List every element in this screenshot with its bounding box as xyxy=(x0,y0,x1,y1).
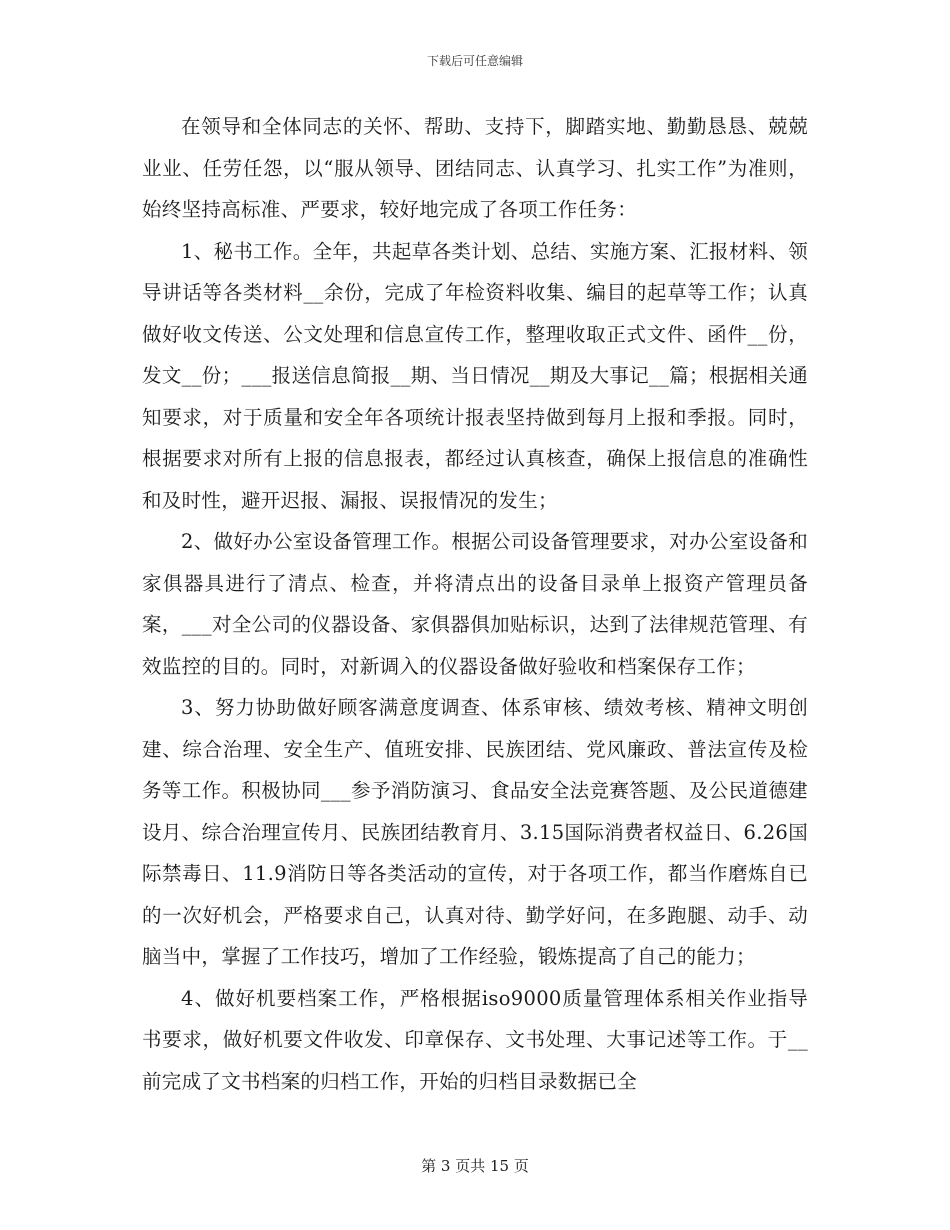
page-number: 第 3 页共 15 页 xyxy=(421,1157,529,1175)
paragraph-equipment-management: 2、做好办公室设备管理工作。根据公司设备管理要求，对办公室设备和家俱器具进行了清点、检查，并将清点出的设备目录单上报资产管理员备案，___对全公司的仪器设备、家俱器俱加贴标识，达到了法律规范管理、有效监控的目的。同时，对新调入的仪器设备做好验收和档案保存工作； xyxy=(142,530,808,678)
paragraph-assistance-work: 3、努力协助做好顾客满意度调查、体系审核、绩效考核、精神文明创建、综合治理、安全生产、值班安排、民族团结、党风廉政、普法宣传及检务等工作。积极协同___参予消防演习、食品安全法竞赛答题、及公民道德建设月、综合治理宣传月、民族团结教育月、3.15国际消费者权益日、6.26国际禁毒日、11.9消防日等各类活动的宣传，对于各项工作，都当作磨炼自已的一次好机会，严格要求自己，认真对待、勤学好问，在多跑腿、动手、动脑当中，掌握了工作技巧，增加了工作经验，锻炼提高了自己的能力； xyxy=(142,696,808,968)
paragraph-archive-work: 4、做好机要档案工作，严格根据iso9000质量管理体系相关作业指导书要求，做好机要文件收发、印章保存、文书处理、大事记述等工作。于__前完成了文书档案的归档工作，开始的归档目录数据已全 xyxy=(142,986,808,1093)
page-header: 下载后可任意编辑 xyxy=(426,54,523,68)
paragraph-secretary-work: 1、秘书工作。全年，共起草各类计划、总结、实施方案、汇报材料、领导讲话等各类材料__余份，完成了年检资料收集、编目的起草等工作；认真做好收文传送、公文处理和信息宣传工作，整理收取正式文件、函件__份，发文__份；___报送信息简报__期、当日情况__期及大事记__篇；根据相关通知要求，对于质量和安全年各项统计报表坚持做到每月上报和季报。同时，根据要求对所有上报的信息报表，都经过认真核查，确保上报信息的准确性和及时性，避开迟报、漏报、误报情况的发生； xyxy=(142,239,808,512)
paragraph-intro: 在领导和全体同志的关怀、帮助、支持下，脚踏实地、勤勤恳恳、兢兢业业、任劳任怨，以“服从领导、团结同志、认真学习、扎实工作”为准则，始终坚持高标准、严要求，较好地完成了各项工作任务： xyxy=(142,115,808,221)
document-body xyxy=(142,106,808,1102)
